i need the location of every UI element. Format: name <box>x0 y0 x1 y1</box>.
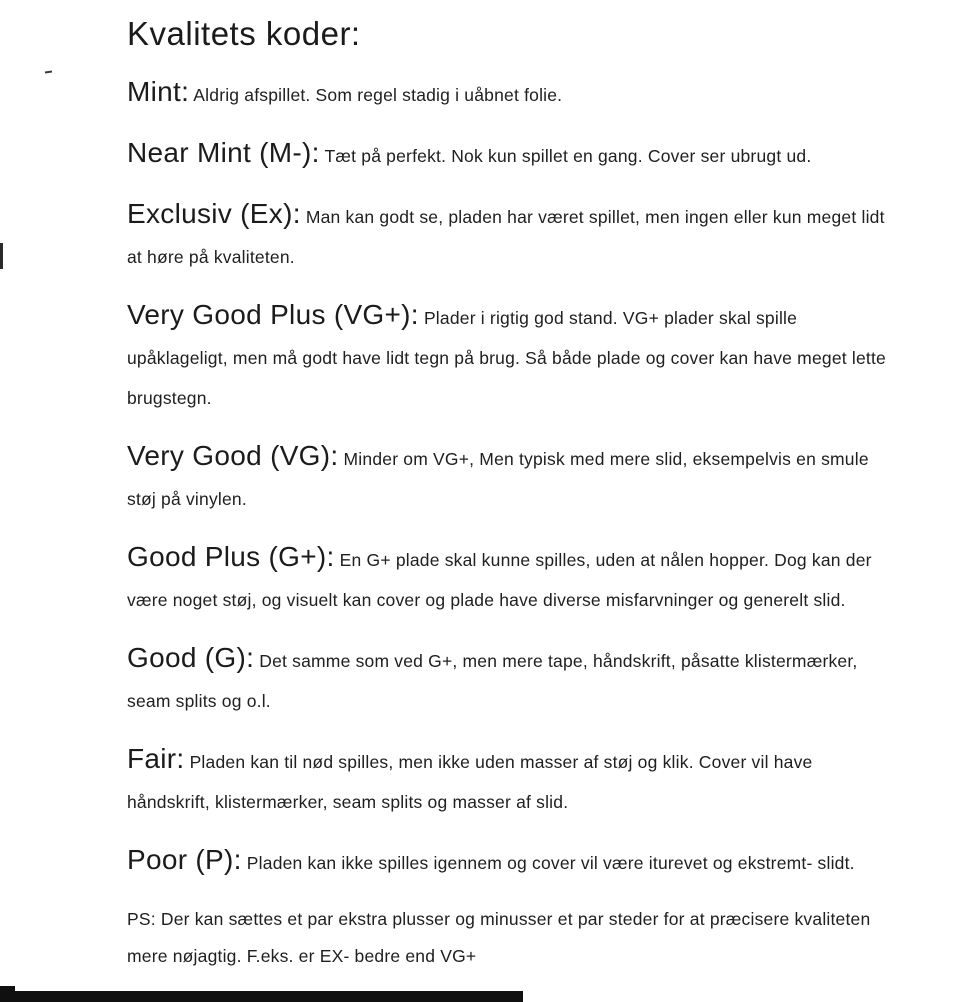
grade-term: Poor (P): <box>127 844 242 875</box>
grade-term: Exclusiv (Ex): <box>127 198 301 229</box>
grade-description: Man kan godt se, pladen har været spillet, men ingen eller kun meget lidt at høre på kvaliteten. <box>127 207 885 267</box>
grade-term: Fair: <box>127 743 185 774</box>
scan-artifact-bottom-blob <box>0 986 15 1002</box>
grade-term: Good Plus (G+): <box>127 541 335 572</box>
grade-entry-very-good <box>127 436 898 519</box>
grade-description: Tæt på perfekt. Nok kun spillet en gang. Cover ser ubrugt ud. <box>324 146 812 166</box>
grade-term: Good (G): <box>127 642 255 673</box>
scan-artifact-bottom-bar <box>0 991 523 1002</box>
grade-entry-poor <box>127 840 898 883</box>
page-title: Kvalitets koder: <box>127 15 361 52</box>
grade-entry-mint <box>127 72 898 115</box>
grade-entry-near-mint <box>127 133 898 176</box>
grade-entry-good-plus <box>127 537 898 620</box>
grade-entry-exclusiv <box>127 194 898 277</box>
grade-description: Plader i rigtig god stand. VG+ plader skal spille upåklageligt, men må godt have lidt tegn på brug. Så både plade og cover kan have meget lette brugstegn. <box>127 308 886 408</box>
grade-term: Very Good Plus (VG+): <box>127 299 419 330</box>
grade-entry-good <box>127 638 898 721</box>
grade-entry-fair <box>127 739 898 822</box>
grade-description: Minder om VG+, Men typisk med mere slid, eksempelvis en smule støj på vinylen. <box>127 449 869 509</box>
grade-entry-very-good-plus <box>127 295 898 418</box>
scan-artifact-edge-line <box>0 243 3 269</box>
ps-note: PS: Der kan sættes et par ekstra plusser og minusser et par steder for at præcisere kvaliteten mere nøjagtig. F.eks. er EX- bedre end VG+ <box>127 909 871 966</box>
grade-description: Pladen kan til nød spilles, men ikke uden masser af støj og klik. Cover vil have håndskrift, klistermærker, seam splits og masser af slid. <box>127 752 813 812</box>
grade-term: Mint: <box>127 76 190 107</box>
grade-description: Pladen kan ikke spilles igennem og cover vil være iturevet og ekstremt- slidt. <box>246 853 855 873</box>
grade-description: Det samme som ved G+, men mere tape, håndskrift, påsatte klistermærker, seam splits og o.l. <box>127 651 858 711</box>
grade-term: Near Mint (M-): <box>127 137 320 168</box>
grade-description: En G+ plade skal kunne spilles, uden at nålen hopper. Dog kan der være noget støj, og visuelt kan cover og plade have diverse misfarvninger og generelt slid. <box>127 550 872 610</box>
grade-term: Very Good (VG): <box>127 440 339 471</box>
grade-description: Aldrig afspillet. Som regel stadig i uåbnet folie. <box>193 85 563 105</box>
